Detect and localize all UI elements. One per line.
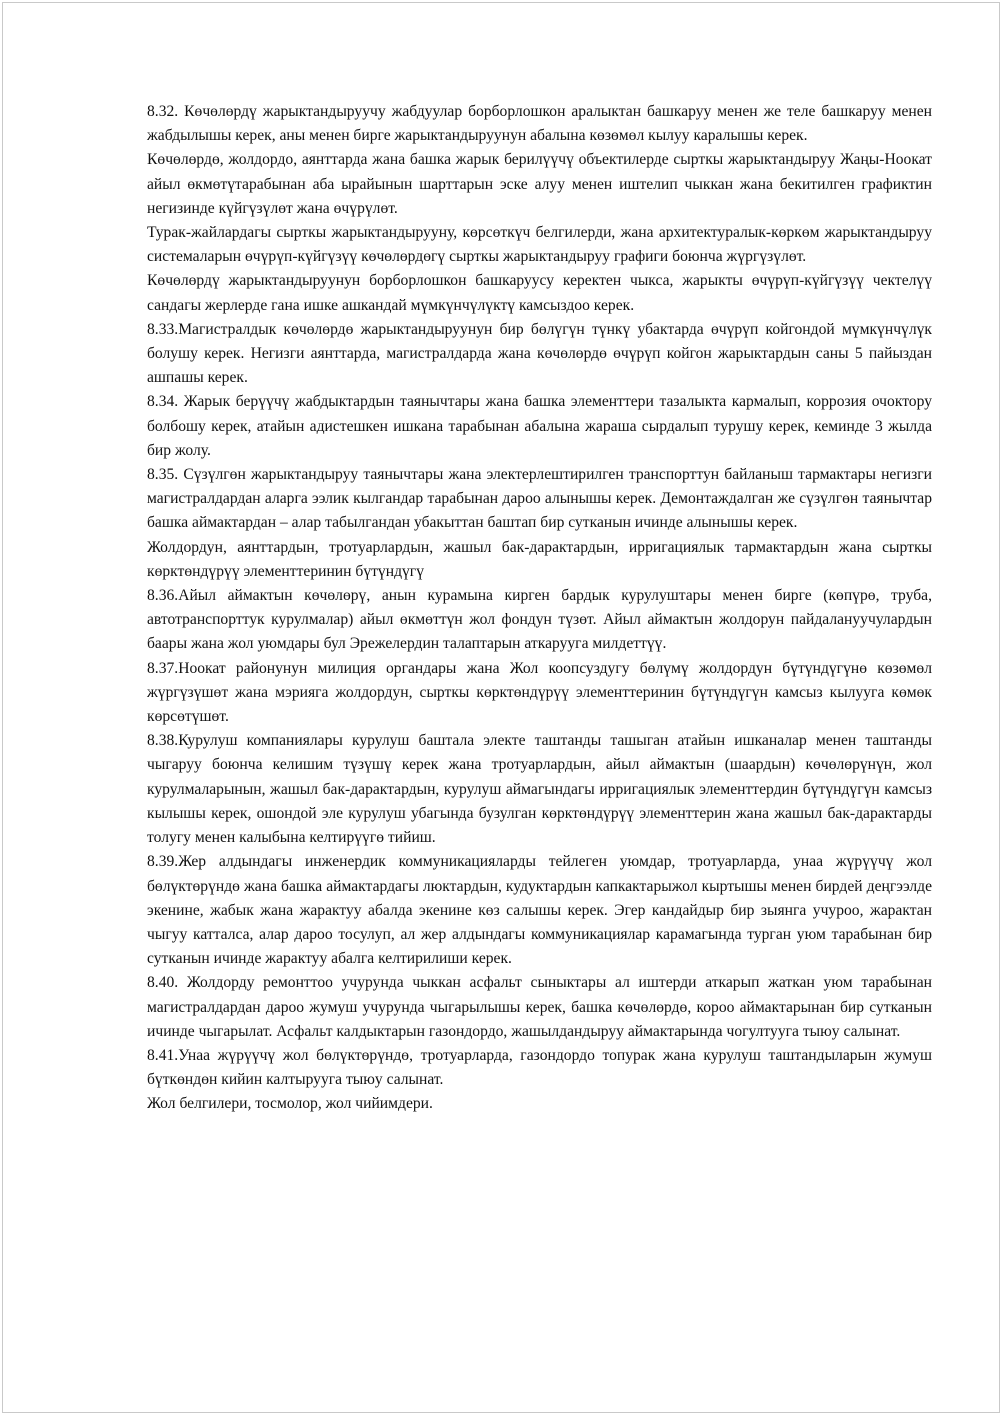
section-heading-road-signs: Жол белгилери, тосмолор, жол чийимдери. xyxy=(147,1095,433,1113)
paragraph-8-41: 8.41.Унаа жүрүүчү жол бөлүктөрүндө, тротуарларда, газондордо топурак жана курулуш таштандыларын жумуш бүткөндөн кийин калтырууга тыюу салынат. xyxy=(147,1046,932,1089)
document-page xyxy=(2,2,1000,1413)
document-body xyxy=(147,100,932,1117)
paragraph-8-33: 8.33.Магистралдык көчөлөрдө жарыктандыруунун бир бөлүгүн түнкү убактарда өчүрүп койгондой мүмкүнчүлүк болушу керек. Негизги аянттарда, магистралдарда жана көчөлөрдө өчүрүп койгон жарыктардын саны 5 пайыздан ашпашы керек. xyxy=(147,320,932,387)
paragraph-8-40: 8.40. Жолдорду ремонттоо учурунда чыккан асфальт сыныктары ал иштерди аткарып жаткан уюм тарабынан магистралдардан дароо жумуш учурунда чыгарылышы керек, башка көчөлөрдө, короо аймактарынан бир сутканын ичинде чыгарылат. Асфальт калдыктарын газондордо, жашылдандыруу аймактарында чогултууга тыюу салынат. xyxy=(147,974,932,1040)
paragraph-8-37: 8.37.Ноокат районунун милиция органдары жана Жол коопсуздугу бөлүмү жолдордун бүтүндүгүнө көзөмөл жүргүзүшөт жана мэрияга жолдордун, сырткы көрктөндүрүү элементтеринин бүтүндүгүн камсыз кылууга көмөк көрсөтүшөт. xyxy=(147,659,932,726)
paragraph-8-38: 8.38.Курулуш компаниялары курулуш баштала электе таштанды ташыган атайын ишканалар менен таштанды чыгаруу боюнча келишим түзүшү керек жана тротуарлардын, айыл аймактын (шаардын) көчөлөрүнүн, жол курулмаларынын, жашыл бак-дарактардын, курулуш аймагындагы ирригациялык элементтердин бүтүндүгүн камсыз кылышы керек, ошондой эле курулуш убагында бузулган көрктөндүрүү элементтерин жана жашыл бак-дарактарды толугу менен калыбына келтирүүгө тийиш. xyxy=(147,732,932,847)
paragraph-8-39: 8.39.Жер алдындагы инженердик коммуникацияларды тейлеген уюмдар, тротуарларда, унаа жүрүүчү жол бөлүктөрүндө жана башка аймактардагы люктардын, кудуктардын капкактарыжол кыртышы менен бирдей деңгээлде экенине, жабык жана жарактуу абалда экенине көз салышы керек. Эгер кандайдыр бир зыянга учуроо, жарактан чыгуу катталса, алар дароо тосулуп, ал жер алдындагы коммуникациялар карамагында турган уюм тарабынан бир сутканын ичинде жарактуу абалга келтирилиши керек. xyxy=(147,853,932,968)
paragraph-8-36: 8.36.Айыл аймактын көчөлөрү, анын курамына кирген бардык курулуштары менен бирге (көпүрө, труба, автотранспорттук курулмалар) айыл өкмөттүн жол фондун түзөт. Айыл аймактын жолдорун пайдалануучулардын баары жана жол уюмдары бул Эрежелердин талаптарын аткарууга милдеттүү. xyxy=(147,587,932,653)
section-heading-roads-integrity: Жолдордун, аянттардын, тротуарлардын, жашыл бак-дарактардын, ирригациялык тармактардын жана сырткы көрктөндүрүү элементтеринин бүтүндүгү xyxy=(147,538,932,580)
paragraph-8-32: 8.32. Көчөлөрдү жарыктандыруучу жабдуулар борборлошкон аралыктан башкаруу менен же теле башкаруу менен жабдылышы керек, аны менен бирге жарыктандыруунун абалына көзөмөл кылуу каралышы керек. xyxy=(147,103,932,145)
paragraph-central-control-failure: Көчөлөрдү жарыктандыруунун борборлошкон башкаруусу керектен чыкса, жарыкты өчүрүп-күйгүзүү чектелүү сандагы жерлерде гана ишке ашкандай мүмкүнчүлүктү камсыздоо керек. xyxy=(147,272,932,314)
paragraph-residential-lighting: Турак-жайлардагы сырткы жарыктандырууну, көрсөткүч белгилерди, жана архитектуралык-көркөм жарыктандыруу системаларын өчүрүп-күйгүзүү көчөлөрдөгү сырткы жарыктандыруу графиги боюнча жүргүзүлөт. xyxy=(147,224,932,266)
paragraph-8-35: 8.35. Сүзүлгөн жарыктандыруу таянычтары жана электерлештирилген транспорттун байланыш тармактары негизги магистралдардан аларга ээлик кылгандар тарабынан дароо алынышы керек. Демонтаждалган же сүзүлгөн таянычтар башка аймактардан – алар табылгандан убакыттан баштап бир сутканын ичинде алынышы керек. xyxy=(147,466,932,532)
paragraph-street-lighting-schedule: Көчөлөрдө, жолдордо, аянттарда жана башка жарык берилүүчү объектилерде сырткы жарыктандыруу Жаңы-Ноокат айыл өкмөтүтарабынан аба ырайынын шарттарын эске алуу менен иштелип чыккан жана бекитилген графиктин негизинде күйгүзүлөт жана өчүрүлөт. xyxy=(147,151,932,217)
paragraph-8-34: 8.34. Жарык берүүчү жабдыктардын таянычтары жана башка элементтери тазалыкта кармалып, коррозия очоктору болбошу керек, атайын адистешкен ишкана тарабынан абалына жараша сырдалып турушу керек, кеминде 3 жылда бир жолу. xyxy=(147,393,932,459)
